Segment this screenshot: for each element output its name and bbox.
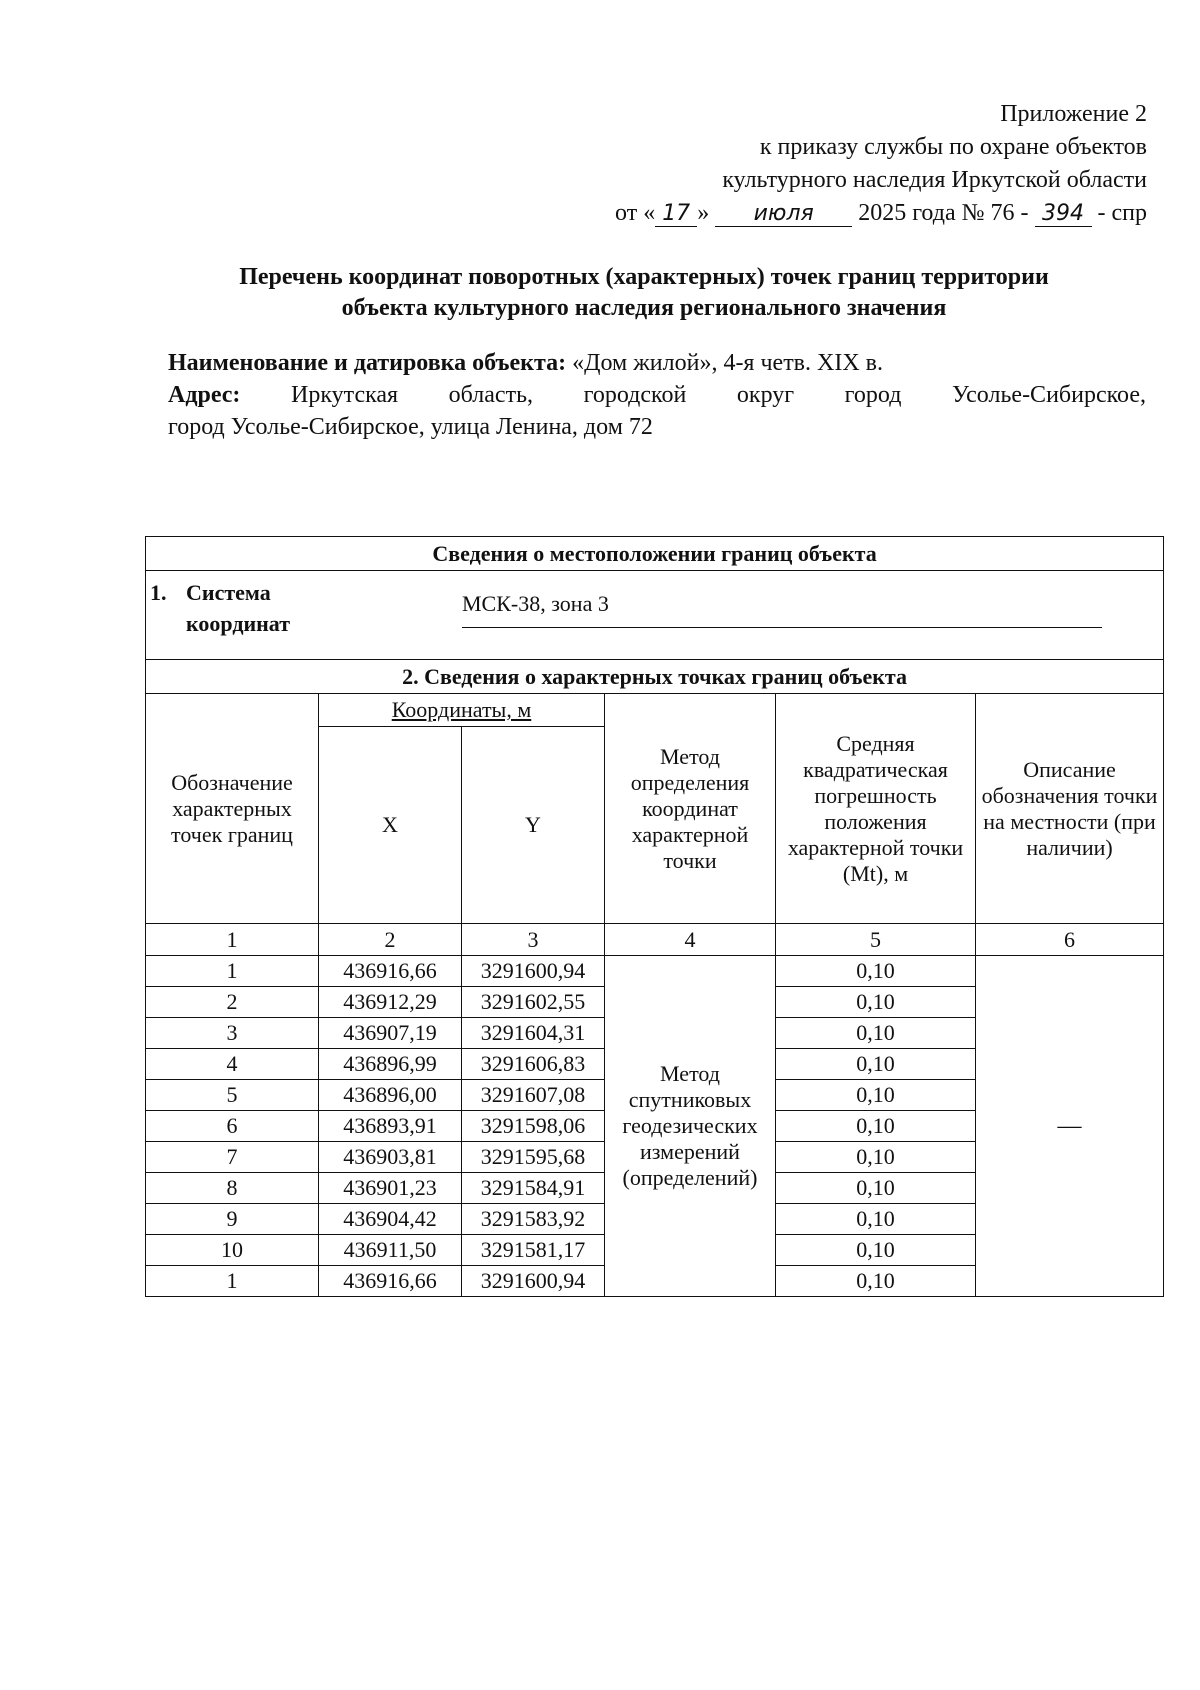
y-cell: 3291602,55 <box>462 987 605 1018</box>
point-cell: 7 <box>146 1142 319 1173</box>
col-number-3: 3 <box>462 924 605 956</box>
y-cell: 3291595,68 <box>462 1142 605 1173</box>
x-cell: 436912,29 <box>319 987 462 1018</box>
col-header-error: Средняя квадратическая погрешность положения характерной точки (Mt), м <box>776 694 976 924</box>
system-label-2: координат <box>186 611 291 636</box>
section1-title: Сведения о местоположении границ объекта <box>146 537 1164 571</box>
mt-cell: 0,10 <box>776 1080 976 1111</box>
table-row <box>146 956 1164 987</box>
mt-cell: 0,10 <box>776 1235 976 1266</box>
document-title <box>140 262 1148 324</box>
address-line-2: город Усолье-Сибирское, улица Ленина, дом 72 <box>168 414 653 440</box>
order-line-1: к приказу службы по охране объектов <box>759 134 1147 160</box>
address-line-1 <box>168 379 1146 411</box>
section2-title: 2. Сведения о характерных точках границ объекта <box>146 660 1164 694</box>
x-cell: 436893,91 <box>319 1111 462 1142</box>
mt-cell: 0,10 <box>776 1018 976 1049</box>
point-cell: 4 <box>146 1049 319 1080</box>
point-cell: 10 <box>146 1235 319 1266</box>
y-cell: 3291604,31 <box>462 1018 605 1049</box>
mt-cell: 0,10 <box>776 1049 976 1080</box>
y-cell: 3291600,94 <box>462 1266 605 1297</box>
y-cell: 3291584,91 <box>462 1173 605 1204</box>
x-cell: 436916,66 <box>319 1266 462 1297</box>
mt-cell: 0,10 <box>776 956 976 987</box>
description-cell: — <box>976 956 1164 1297</box>
system-num: 1. <box>150 580 167 605</box>
object-name-value: «Дом жилой», 4-я четв. XIX в. <box>572 350 884 376</box>
point-cell: 3 <box>146 1018 319 1049</box>
title-line-2: объекта культурного наследия регионального значения <box>341 295 947 321</box>
coordinate-system-row <box>146 571 1164 660</box>
x-cell: 436907,19 <box>319 1018 462 1049</box>
mt-cell: 0,10 <box>776 1173 976 1204</box>
col-header-point: Обозначение характерных точек границ <box>146 694 319 924</box>
order-suffix: - спр <box>1097 200 1147 226</box>
mt-cell: 0,10 <box>776 1142 976 1173</box>
col-number-1: 1 <box>146 924 319 956</box>
object-name-label: Наименование и датировка объекта: <box>168 350 567 376</box>
x-cell: 436903,81 <box>319 1142 462 1173</box>
coordinate-system-label <box>150 577 290 639</box>
coordinate-system-value: МСК-38, зона 3 <box>462 591 1102 628</box>
mt-cell: 0,10 <box>776 987 976 1018</box>
col-header-coords: Координаты, м <box>319 694 605 727</box>
date-mid: » <box>697 200 710 226</box>
mt-cell: 0,10 <box>776 1111 976 1142</box>
date-month-handwritten: июля <box>715 202 852 227</box>
mt-cell: 0,10 <box>776 1266 976 1297</box>
y-cell: 3291607,08 <box>462 1080 605 1111</box>
y-cell: 3291600,94 <box>462 956 605 987</box>
address-label: Адрес: <box>168 382 241 408</box>
x-cell: 436904,42 <box>319 1204 462 1235</box>
order-date-line <box>447 197 1147 230</box>
col-header-method: Метод определения координат характерной точки <box>605 694 776 924</box>
point-cell: 1 <box>146 956 319 987</box>
y-cell: 3291581,17 <box>462 1235 605 1266</box>
x-cell: 436916,66 <box>319 956 462 987</box>
y-cell: 3291583,92 <box>462 1204 605 1235</box>
col-number-5: 5 <box>776 924 976 956</box>
col-number-4: 4 <box>605 924 776 956</box>
point-cell: 9 <box>146 1204 319 1235</box>
point-cell: 2 <box>146 987 319 1018</box>
object-name-line <box>168 347 1146 379</box>
coordinates-table <box>145 536 1164 1297</box>
x-cell: 436901,23 <box>319 1173 462 1204</box>
x-cell: 436896,99 <box>319 1049 462 1080</box>
point-cell: 5 <box>146 1080 319 1111</box>
system-label-1: Система <box>186 580 271 605</box>
y-cell: 3291598,06 <box>462 1111 605 1142</box>
x-cell: 436911,50 <box>319 1235 462 1266</box>
col-header-x: X <box>319 727 462 924</box>
col-number-2: 2 <box>319 924 462 956</box>
object-info <box>168 347 1146 443</box>
y-cell: 3291606,83 <box>462 1049 605 1080</box>
point-cell: 6 <box>146 1111 319 1142</box>
date-day-handwritten: 17 <box>655 202 697 227</box>
order-number-handwritten: 394 <box>1035 202 1092 227</box>
col-header-y: Y <box>462 727 605 924</box>
appendix-header <box>447 98 1147 230</box>
address-value-1: Иркутская область, городской округ город Усолье-Сибирское, <box>291 382 1146 408</box>
order-line-2: культурного наследия Иркутской области <box>722 167 1147 193</box>
col-number-6: 6 <box>976 924 1164 956</box>
title-line-1: Перечень координат поворотных (характерных) точек границ территории <box>239 264 1049 290</box>
mt-cell: 0,10 <box>776 1204 976 1235</box>
method-cell: Метод спутниковых геодезических измерений (определений) <box>605 956 776 1297</box>
point-cell: 8 <box>146 1173 319 1204</box>
date-year: 2025 года № 76 - <box>858 200 1029 226</box>
x-cell: 436896,00 <box>319 1080 462 1111</box>
point-cell: 1 <box>146 1266 319 1297</box>
date-prefix: от « <box>615 200 656 226</box>
appendix-line: Приложение 2 <box>1000 101 1147 127</box>
col-header-desc: Описание обозначения точки на местности (при наличии) <box>976 694 1164 924</box>
